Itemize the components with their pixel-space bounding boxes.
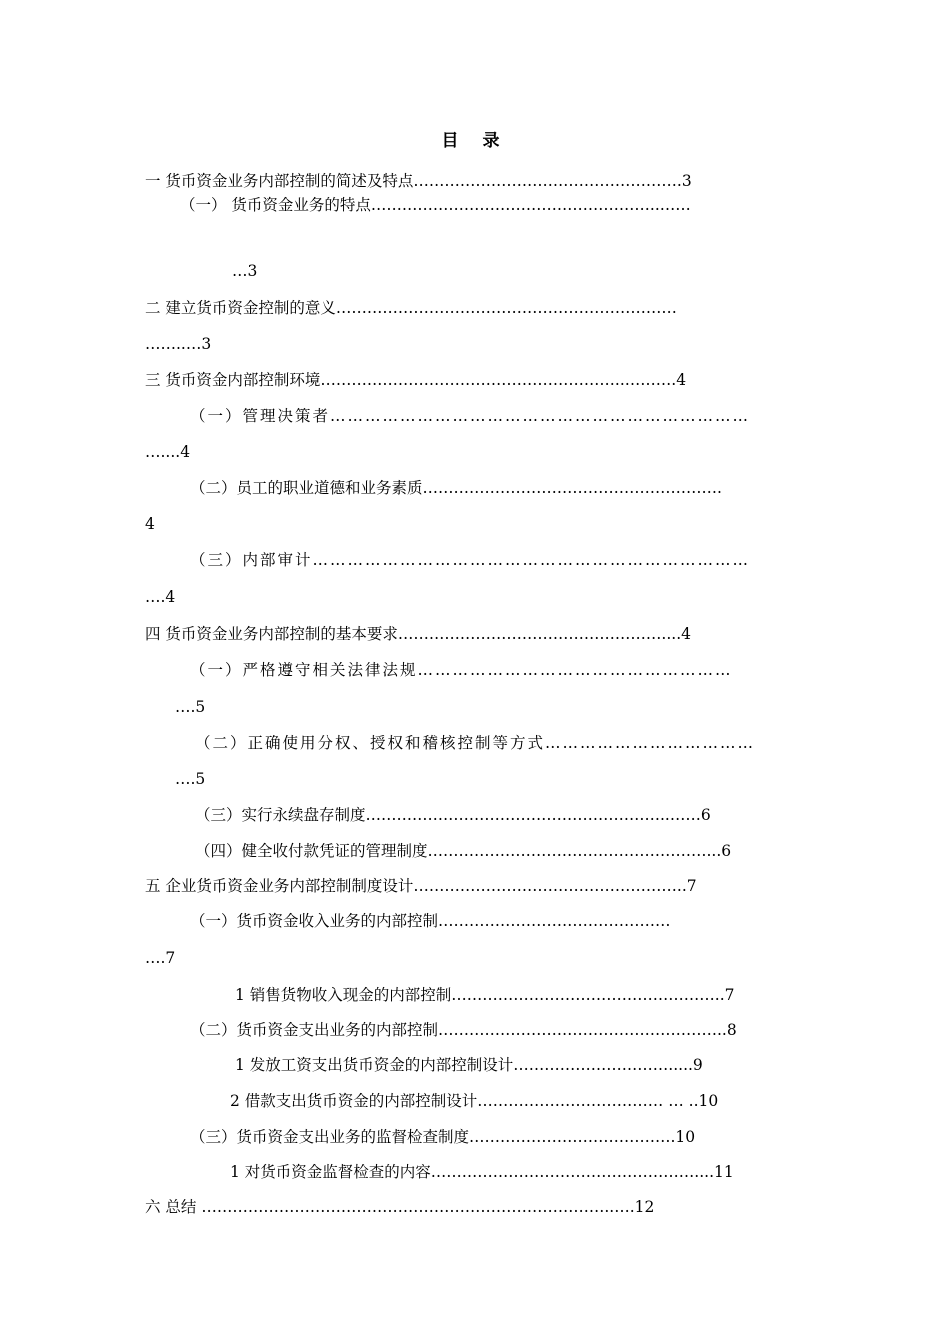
toc-entry-3[interactable]: 三 货币资金内部控制环境…………………………………………………..……….4	[145, 371, 687, 389]
toc-entry-1-1-page: …3	[232, 262, 258, 280]
toc-entry-1[interactable]: 一 货币资金业务内部控制的简述及特点…………………………………………….3	[145, 172, 692, 190]
toc-entry-3-3-page: ….4	[145, 588, 176, 606]
toc-entry-5-3-1[interactable]: 1 对货币资金监督检查的内容……………………………………………....11	[230, 1163, 734, 1181]
toc-entry-5-2-1[interactable]: 1 发放工资支出货币资金的内部控制设计………………………….....9	[235, 1056, 703, 1074]
toc-entry-3-2-page: 4	[145, 515, 155, 533]
toc-entry-5-1-page: ….7	[145, 949, 176, 967]
toc-entry-4-1-page: ….5	[175, 698, 206, 716]
toc-entry-1-1[interactable]: （一） 货币资金业务的特点………………………………………………..……	[180, 196, 691, 214]
toc-entry-3-2[interactable]: （二）员工的职业道德和业务素质………………………………………………….	[190, 479, 722, 497]
toc-title: 目 录	[441, 131, 509, 151]
toc-entry-2-page: ……..…3	[145, 335, 212, 353]
toc-entry-6[interactable]: 六 总结 ……………………………………………………………………..….12	[145, 1198, 655, 1216]
toc-entry-5[interactable]: 五 企业货币资金业务内部控制制度设计……………………………………………..7	[145, 877, 697, 895]
toc-entry-4-2-page: ….5	[175, 770, 206, 788]
toc-entry-3-1-page: …....4	[145, 443, 191, 461]
toc-entry-5-2-2[interactable]: 2 借款支出货币资金的内部控制设计……………………………… … ..10	[230, 1092, 719, 1110]
toc-entry-4-4[interactable]: （四）健全收付款凭证的管理制度………………………………………………...6	[195, 842, 732, 860]
toc-entry-5-1[interactable]: （一）货币资金收入业务的内部控制………………………………………	[190, 912, 671, 930]
toc-entry-4-1[interactable]: （一）严格遵守相关法律法规………………………………………………	[190, 661, 733, 679]
toc-entry-4-2[interactable]: （二）正确使用分权、授权和稽核控制等方式………………………………	[195, 734, 756, 752]
toc-entry-3-1[interactable]: （一）管理决策者………………………………………………………………	[190, 407, 751, 425]
toc-entry-2[interactable]: 二 建立货币资金控制的意义…………………………………………………………	[145, 299, 677, 317]
toc-entry-5-1-1[interactable]: 1 销售货物收入现金的内部控制……………………………………………..7	[235, 986, 735, 1004]
toc-entry-4[interactable]: 四 货币资金业务内部控制的基本要求……………………………………………....4	[145, 625, 691, 643]
toc-entry-4-3[interactable]: （三）实行永续盘存制度…………………………………………………..……6	[195, 806, 711, 824]
toc-entry-3-3[interactable]: （三）内部审计…………………………………………………………………	[190, 551, 751, 569]
toc-entry-5-2[interactable]: （二）货币资金支出业务的内部控制………………………………………………..8	[190, 1021, 737, 1039]
toc-entry-5-3[interactable]: （三）货币资金支出业务的监督检查制度………………………………….10	[190, 1128, 696, 1146]
